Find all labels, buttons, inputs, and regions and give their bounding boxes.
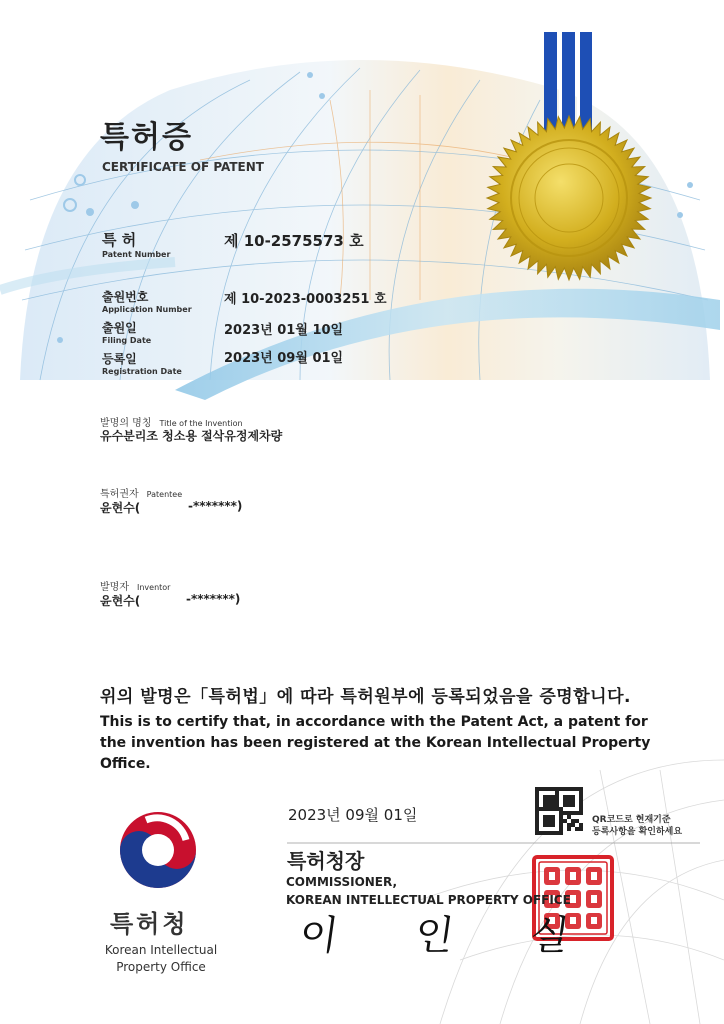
- commissioner-title-en: COMMISSIONER, KOREAN INTELLECTUAL PROPERTY OFFICE: [286, 875, 571, 907]
- certification-statement-ko: 위의 발명은「특허법」에 따라 특허원부에 등록되었음을 증명합니다.: [100, 687, 631, 707]
- certification-statement-en: This is to certify that, in accordance with the Patent Act, a patent for the invention has been registered at the Korean Intellectual Property Office.: [100, 714, 651, 772]
- patentee-label: 특허권자 Patentee: [100, 489, 183, 500]
- patent-number-value: 제 10-2575573 호: [224, 232, 364, 250]
- commissioner-title-ko: 특허청장: [287, 849, 365, 873]
- filing-date-value: 2023년 01월 10일: [224, 323, 344, 338]
- kipo-logo: [120, 812, 196, 888]
- invention-title-label: 발명의 명칭 Title of the Invention: [100, 418, 243, 429]
- patentee-id: -*******): [188, 499, 243, 513]
- registration-date-label: 등록일 Registration Date: [102, 352, 182, 376]
- invention-title-value: 유수분리조 청소용 절삭유정제차량: [100, 429, 283, 443]
- issue-date: 2023년 09월 01일: [288, 806, 418, 824]
- qr-note: QR코드로 현재기준 등록사항을 확인하세요: [592, 815, 683, 837]
- kipo-name-en: Korean Intellectual Property Office: [104, 943, 218, 974]
- patent-number-label: 특 허 Patent Number: [102, 231, 171, 259]
- certificate-subtitle: CERTIFICATE OF PATENT: [102, 160, 264, 174]
- qr-code: [535, 787, 583, 835]
- kipo-name-ko: 특허청: [110, 910, 189, 938]
- commissioner-signature: 이 인 실: [296, 913, 605, 959]
- application-number-label: 출원번호 Application Number: [102, 290, 192, 314]
- gold-seal: [487, 116, 651, 280]
- inventor-label: 발명자 Inventor: [100, 582, 171, 593]
- application-number-value: 제 10-2023-0003251 호: [224, 292, 387, 307]
- filing-date-label: 출원일 Filing Date: [102, 321, 152, 345]
- certificate-title: 특허증: [100, 120, 193, 155]
- patentee-name: 윤현수(: [100, 501, 141, 515]
- registration-date-value: 2023년 09월 01일: [224, 351, 344, 366]
- inventor-id: -*******): [186, 592, 241, 606]
- inventor-name: 윤현수(: [100, 594, 141, 608]
